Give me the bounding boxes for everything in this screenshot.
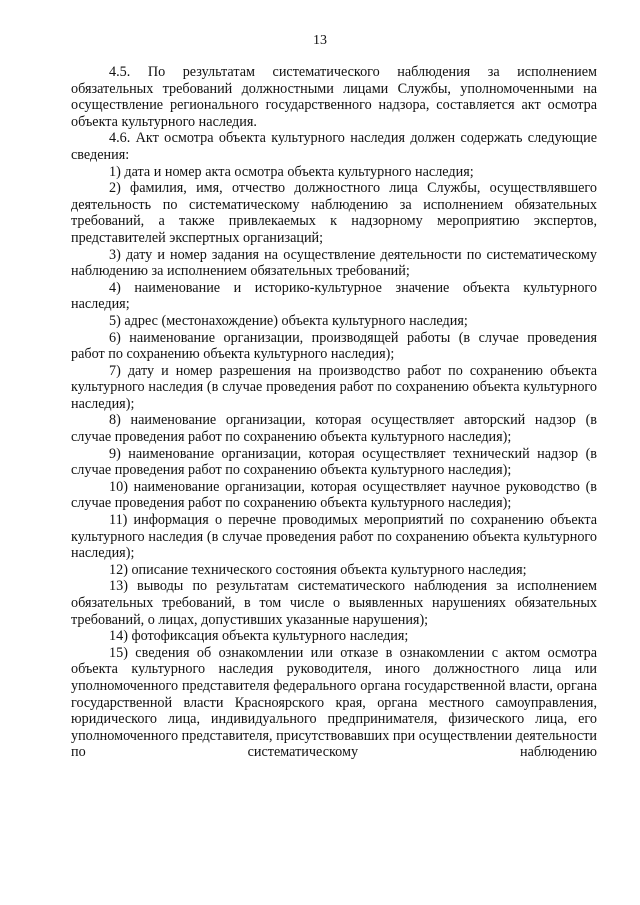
list-item-6: 6) наименование организации, производящей работы (в случае проведения работ по сохранению объекта культурного наследия); [71,329,597,363]
list-item-7: 7) дату и номер разрешения на производство работ по сохранению объекта культурного наследия (в случае проведения работ по сохранению объекта культурного наследия); [71,362,597,412]
list-item-8: 8) наименование организации, которая осуществляет авторский надзор (в случае проведения работ по сохранению объекта культурного наследия); [71,412,597,446]
list-item-15: 15) сведения об ознакомлении или отказе в ознакомлении с актом осмотра объекта культурного наследия руководителя, иного должностного лица или уполномоченного представителя федерального органа государственной власти, органа государственной власти Красноярского края, органа местного самоуправления, юридического лица, индивидуального предпринимателя, физического лица, его уполномоченного представителя, присутствовавших при осуществлении деятельности по систематическому наблюдению [71,644,597,761]
list-item-3: 3) дату и номер задания на осуществление деятельности по систематическому наблюдению за исполнением обязательных требований; [71,246,597,280]
list-item-5: 5) адрес (местонахождение) объекта культурного наследия; [109,312,468,329]
paragraph-4-6: 4.6. Акт осмотра объекта культурного наследия должен содержать следующие сведения: [71,130,597,163]
list-item-9: 9) наименование организации, которая осуществляет технический надзор (в случае проведения работ по сохранению объекта культурного наследия); [71,445,597,479]
list-item-4: 4) наименование и историко-культурное значение объекта культурного наследия; [71,279,597,313]
document-body [71,64,597,761]
paragraph-4-5: 4.5. По результатам систематического наблюдения за исполнением обязательных требований должностными лицами Службы, уполномоченными на осуществление регионального государственного надзора, составляется акт осмотра объекта культурного наследия. [71,64,597,130]
page-number: 13 [313,33,327,48]
list-item-1: 1) дата и номер акта осмотра объекта культурного наследия; [109,163,474,180]
list-item-2: 2) фамилия, имя, отчество должностного лица Службы, осуществлявшего деятельность по систематическому наблюдению за исполнением обязательных требований, а также привлекаемых к надзорному мероприятию экспертов, представителей экспертных организаций; [71,180,597,246]
list-item-14: 14) фотофиксация объекта культурного наследия; [109,628,409,645]
list-item-11: 11) информация о перечне проводимых мероприятий по сохранению объекта культурного наследия (в случае проведения работ по сохранению объекта культурного наследия); [71,512,597,562]
list-item-12: 12) описание технического состояния объекта культурного наследия; [109,561,527,578]
list-item-10: 10) наименование организации, которая осуществляет научное руководство (в случае проведения работ по сохранению объекта культурного наследия); [71,478,597,512]
list-item-13: 13) выводы по результатам систематического наблюдения за исполнением обязательных требований, в том числе о выявленных нарушениях обязательных требований, о лицах, допустивших указанные нарушения); [71,578,597,628]
